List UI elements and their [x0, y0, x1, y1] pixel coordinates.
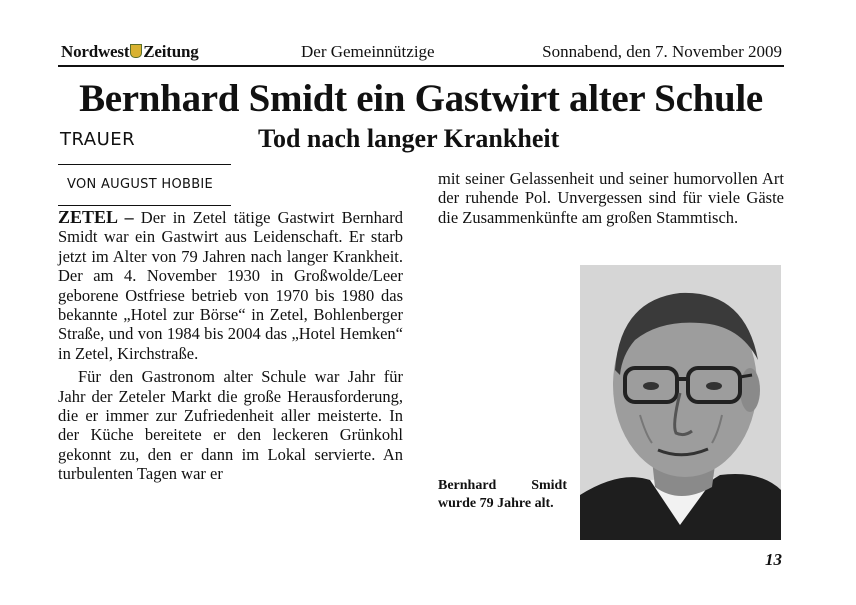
newspaper-name-part1: Nordwest — [61, 42, 130, 61]
article-subheadline: Tod nach langer Krankheit — [258, 124, 560, 153]
newspaper-name-part2: Zeitung — [143, 42, 199, 61]
coat-of-arms-icon — [130, 44, 142, 58]
article-headline: Bernhard Smidt ein Gastwirt alter Schule — [79, 77, 763, 120]
article-column-1 — [58, 208, 403, 484]
newspaper-page — [58, 0, 784, 605]
article-byline: VON AUGUST HOBBIE — [67, 177, 214, 192]
article-rubric: TRAUER — [60, 129, 136, 150]
article-paragraph-1 — [58, 208, 403, 363]
issue-date: Sonnabend, den 7. November 2009 — [542, 42, 782, 61]
photo-caption: Bernhard Smidt wurde 79 Jahre alt. — [438, 478, 567, 511]
article-column-2 — [438, 169, 784, 227]
newspaper-name — [61, 42, 199, 62]
masthead — [58, 40, 784, 66]
section-name: Der Gemeinnützige — [301, 42, 435, 61]
portrait-photo — [580, 265, 781, 540]
dateline: ZETEL – — [58, 207, 134, 227]
paragraph-1-text: Der in Zetel tätige Gastwirt Bernhard Smidt war ein Gastwirt aus Leidenschaft. Er starb jetzt im Alter von 79 Jahren nach langer Krankheit. Der am 4. November 1930 in Großwolde/Leer geborene Ostfriese betrieb von 1970 bis 1980 das bekannte „Hotel zur Börse“ in Zetel, Bohlenberger Straße, und von 1984 bis 2004 das „Hotel Hemken“ in Zetel, Kirchstraße. — [58, 208, 404, 363]
article-paragraph-2: Für den Gastronom alter Schule war Jahr für Jahr der Zeteler Markt die große Herausforderung, die er immer zur Zufriedenheit aller meisterte. In der Küche bereitete er den leckeren Grünkohl gekonnt zu, den er dann im Lokal servierte. An turbulenten Tagen war er — [58, 367, 403, 484]
article-paragraph-3: mit seiner Gelassenheit und seiner humorvollen Art der ruhende Pol. Unvergessen sind für viele Gäste die Zusammenkünfte am großen Stammtisch. — [438, 169, 784, 227]
byline-box — [58, 164, 231, 206]
page-number: 13 — [765, 550, 782, 569]
masthead-rule — [58, 65, 784, 67]
